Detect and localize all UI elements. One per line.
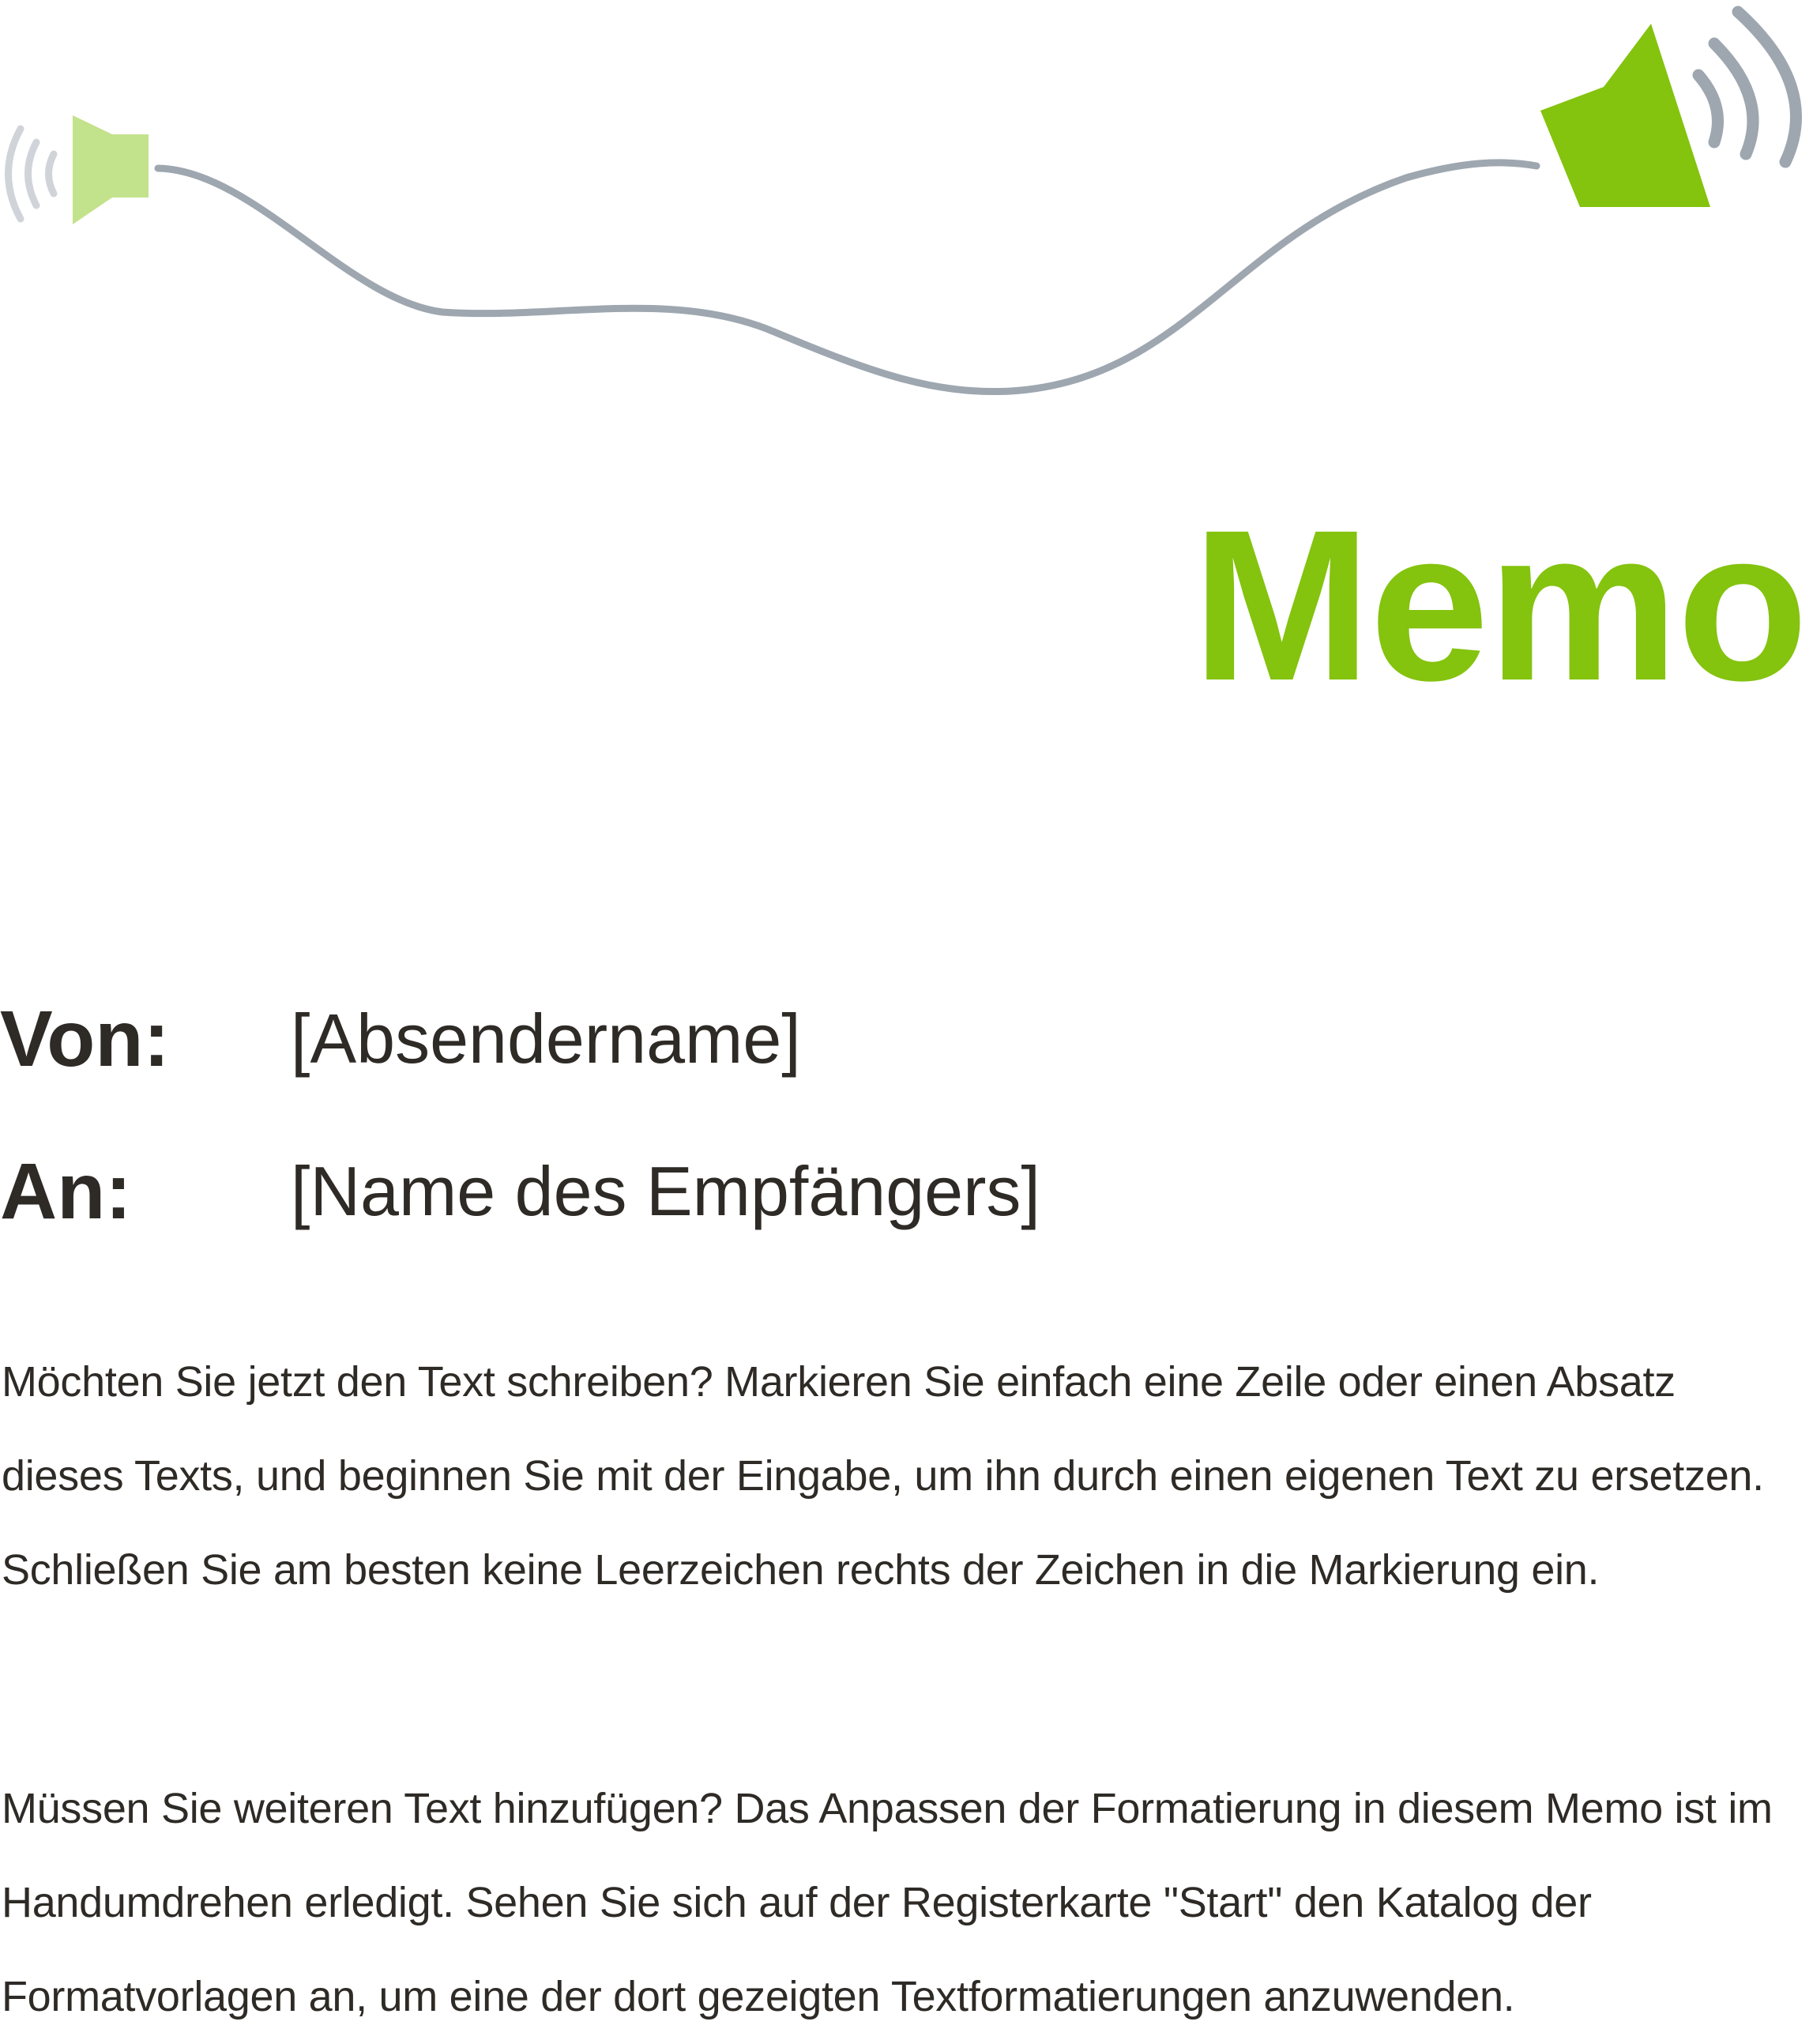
to-label: An: bbox=[0, 1147, 132, 1236]
from-label: Von: bbox=[0, 995, 170, 1083]
right-speaker-icon bbox=[1540, 12, 1796, 207]
memo-title: Memo bbox=[1192, 485, 1807, 725]
left-speaker-icon bbox=[9, 115, 149, 224]
body-paragraph-2[interactable]: Müssen Sie weiteren Text hinzufügen? Das Anpassen der Formatierung in diesem Memo ist im Handumdrehen erledigt. Sehen Sie sich auf der Registerkarte "Start" den Katalog der Formatvorlagen an, um eine der dort gezeigten Textformatierungen anzuwenden. bbox=[2, 1785, 1773, 2020]
body-paragraph-1[interactable]: Möchten Sie jetzt den Text schreiben? Markieren Sie einfach eine Zeile oder einen Absatz dieses Texts, und beginnen Sie mit der Eingabe, um ihn durch einen eigenen Text zu ersetzen. Schließen Sie am besten keine Leerzeichen rechts der Zeichen in die Markierung ein. bbox=[2, 1358, 1764, 1594]
from-value[interactable]: [Absendername] bbox=[291, 999, 801, 1078]
cable-line bbox=[158, 163, 1537, 392]
to-value[interactable]: [Name des Empfängers] bbox=[291, 1152, 1040, 1230]
from-row bbox=[0, 992, 1738, 1086]
to-row bbox=[0, 1144, 1738, 1239]
header-graphic bbox=[0, 0, 1813, 427]
